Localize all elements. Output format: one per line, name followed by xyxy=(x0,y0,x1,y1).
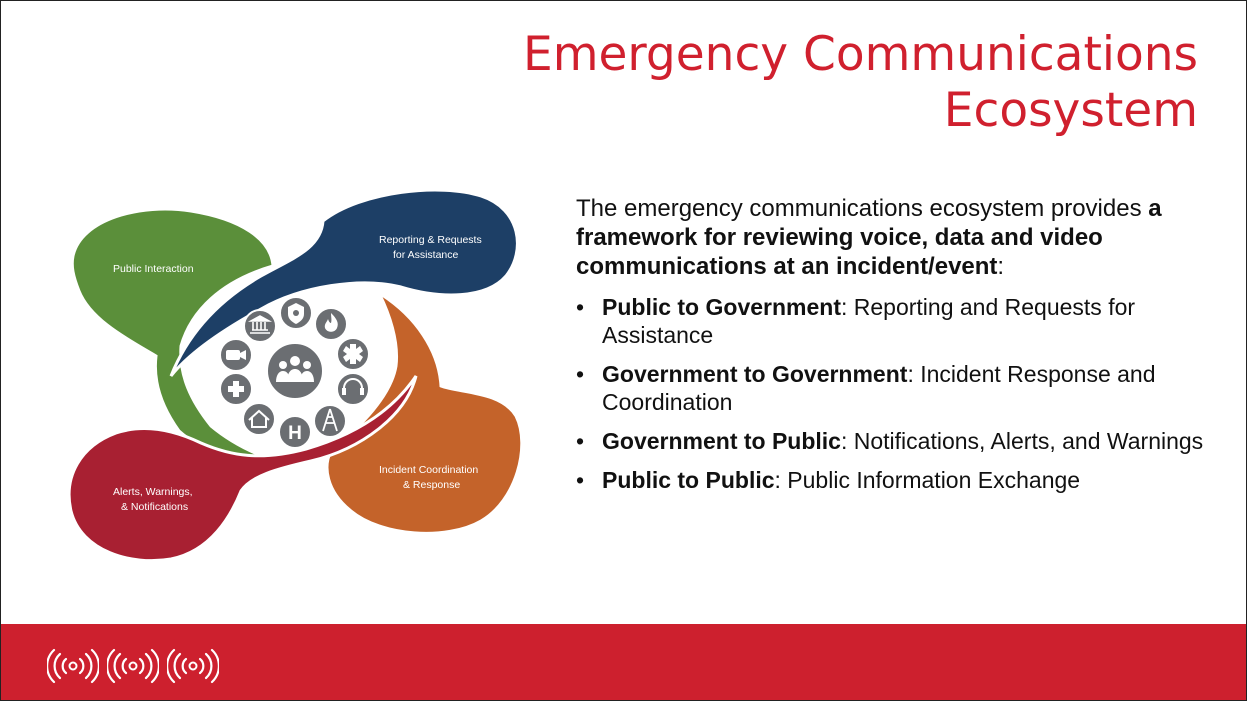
fire-icon xyxy=(315,308,347,340)
medical-cross-icon xyxy=(220,373,252,405)
bullet-list xyxy=(576,293,1226,494)
list-item: • Public to Public: Public Information Exchange xyxy=(576,467,1081,493)
broadcast-signal-icon xyxy=(107,646,159,686)
label-public-interaction: Public Interaction xyxy=(113,263,194,275)
bullet-text: : Notifications, Alerts, and Warnings xyxy=(840,428,1204,454)
label-alerts-line-1: Alerts, Warnings, xyxy=(113,486,193,498)
bullet-text: : Reporting and Requests for Assistance xyxy=(602,294,1136,348)
broadcast-signal-icon xyxy=(167,646,219,686)
page-title xyxy=(298,27,1198,139)
list-item: • Government to Government: Incident Response and Coordination xyxy=(576,361,1156,415)
bullet-text: : Incident Response and Coordination xyxy=(602,361,1156,415)
ecosystem-diagram xyxy=(61,181,531,571)
label-reporting-line-2: for Assistance xyxy=(393,249,459,261)
svg-text:H: H xyxy=(288,423,302,444)
segment-incident-coordination xyxy=(327,293,522,533)
intro-paragraph xyxy=(576,194,1226,281)
bullet-bold: Government to Government xyxy=(602,361,908,387)
label-incident-line-1: Incident Coordination xyxy=(379,464,479,476)
home-icon xyxy=(243,403,275,435)
intro-plain: The emergency communications ecosystem provides xyxy=(576,195,1149,222)
title-line-2: Ecosystem xyxy=(943,83,1198,138)
intro-end: : xyxy=(997,253,1005,280)
title-line-1: Emergency Communications xyxy=(523,27,1198,82)
intro-bold: a framework for reviewing voice, data and video communications at an incident/event xyxy=(576,195,1162,280)
label-alerts-line-2: & Notifications xyxy=(121,501,189,513)
police-badge-icon xyxy=(280,297,312,329)
label-incident-line-2: & Response xyxy=(403,479,461,491)
label-reporting-line-1: Reporting & Requests xyxy=(379,234,482,246)
bullet-bold: Public to Public xyxy=(602,467,775,493)
bullet-bold: Government to Public xyxy=(602,428,841,454)
body-text xyxy=(576,194,1226,505)
footer-bar xyxy=(1,624,1247,701)
government-building-icon xyxy=(244,310,276,342)
people-group-icon xyxy=(267,343,323,399)
list-item: • Government to Public: Notifications, Alerts, and Warnings xyxy=(576,428,1204,454)
radio-tower-icon xyxy=(314,405,346,437)
headset-icon xyxy=(337,373,369,405)
bullet-bold: Public to Government xyxy=(602,294,841,320)
list-item: • Public to Government: Reporting and Requests for Assistance xyxy=(576,294,1136,348)
broadcast-signal-icon xyxy=(47,646,99,686)
footer-icons xyxy=(47,646,219,686)
ems-star-of-life-icon xyxy=(337,338,369,370)
hospital-icon xyxy=(279,416,311,448)
bullet-text: : Public Information Exchange xyxy=(774,467,1081,493)
video-camera-icon xyxy=(220,339,252,371)
